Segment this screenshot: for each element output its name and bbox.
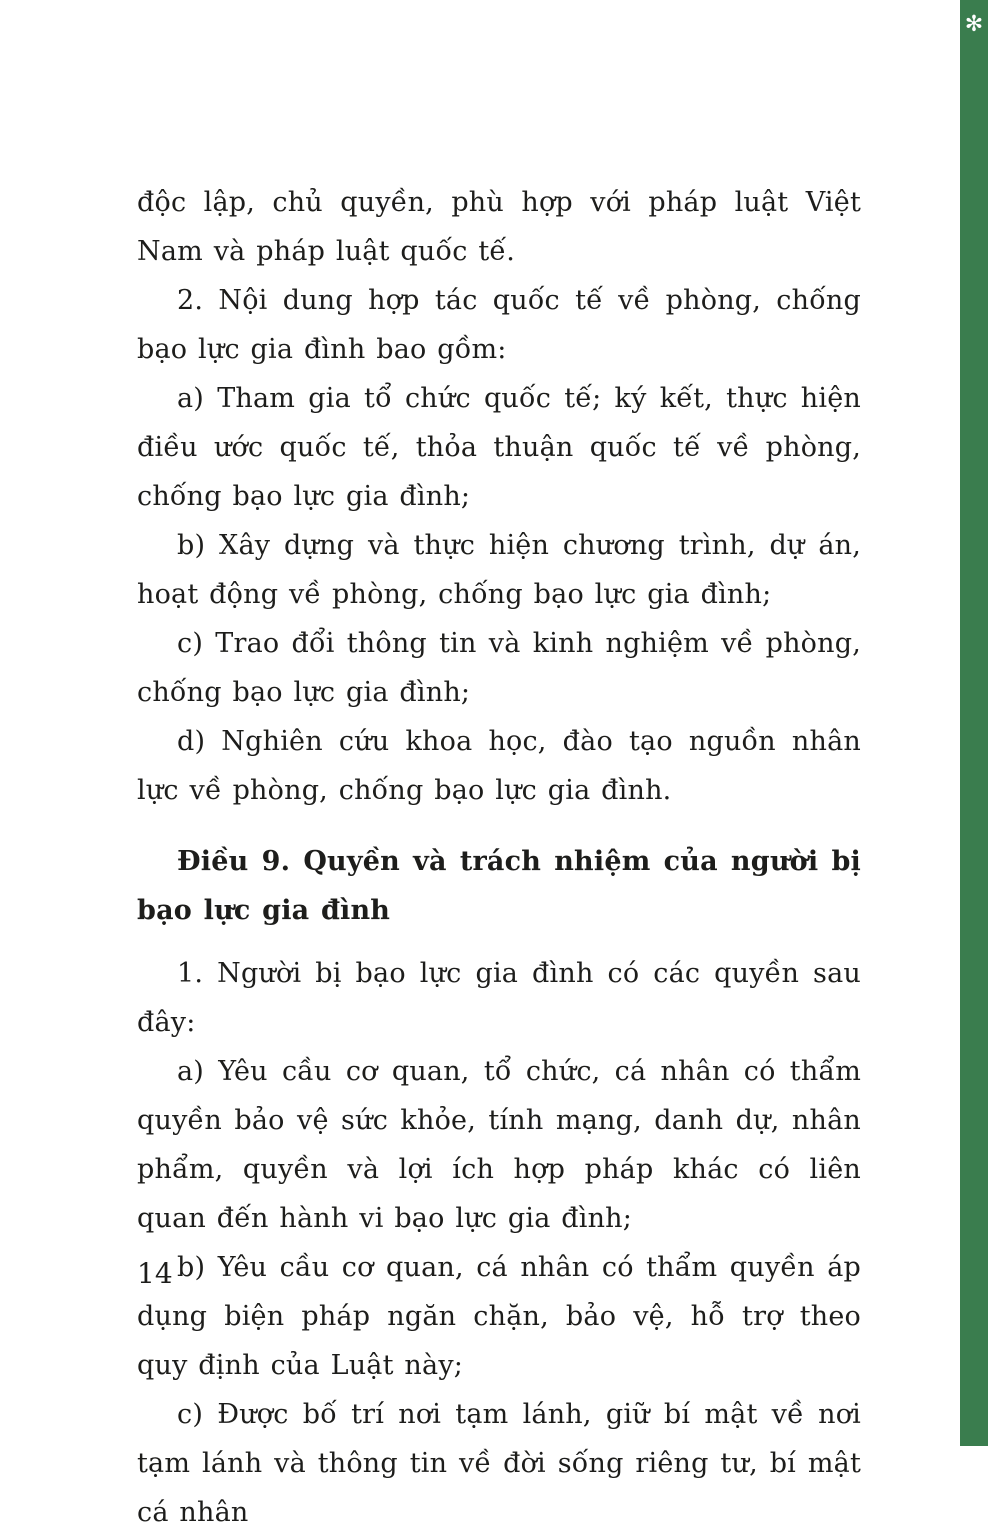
section-heading: Điều 9. Quyền và trách nhiệm của người bị bạo lực gia đình xyxy=(137,846,861,926)
paragraph: b) Yêu cầu cơ quan, cá nhân có thẩm quyền áp dụng biện pháp ngăn chặn, bảo vệ, hỗ trợ theo quy định của Luật này; xyxy=(137,1252,861,1381)
paragraph: c) Được bố trí nơi tạm lánh, giữ bí mật về nơi tạm lánh và thông tin về đời sống riêng tư, bí mật cá nhân xyxy=(137,1399,861,1528)
page-edge-band xyxy=(960,0,988,1446)
paragraph: c) Trao đổi thông tin và kinh nghiệm về phòng, chống bạo lực gia đình; xyxy=(137,628,861,708)
paragraph: 2. Nội dung hợp tác quốc tế về phòng, chống bạo lực gia đình bao gồm: xyxy=(137,285,861,365)
paragraph: b) Xây dựng và thực hiện chương trình, dự án, hoạt động về phòng, chống bạo lực gia đình; xyxy=(137,530,861,610)
paragraph: 1. Người bị bạo lực gia đình có các quyền sau đây: xyxy=(137,958,861,1038)
paragraph: a) Yêu cầu cơ quan, tổ chức, cá nhân có thẩm quyền bảo vệ sức khỏe, tính mạng, danh dự, nhân phẩm, quyền và lợi ích hợp pháp khác có liên quan đến hành vi bạo lực gia đình; xyxy=(137,1056,861,1234)
paragraph: độc lập, chủ quyền, phù hợp với pháp luật Việt Nam và pháp luật quốc tế. xyxy=(137,187,861,267)
page-number: 14 xyxy=(137,1257,173,1290)
flower-icon: ✻ xyxy=(964,12,984,37)
paragraph: d) Nghiên cứu khoa học, đào tạo nguồn nhân lực về phòng, chống bạo lực gia đình. xyxy=(137,726,861,806)
text-block xyxy=(137,178,861,1537)
paragraph: a) Tham gia tổ chức quốc tế; ký kết, thực hiện điều ước quốc tế, thỏa thuận quốc tế về phòng, chống bạo lực gia đình; xyxy=(137,383,861,512)
